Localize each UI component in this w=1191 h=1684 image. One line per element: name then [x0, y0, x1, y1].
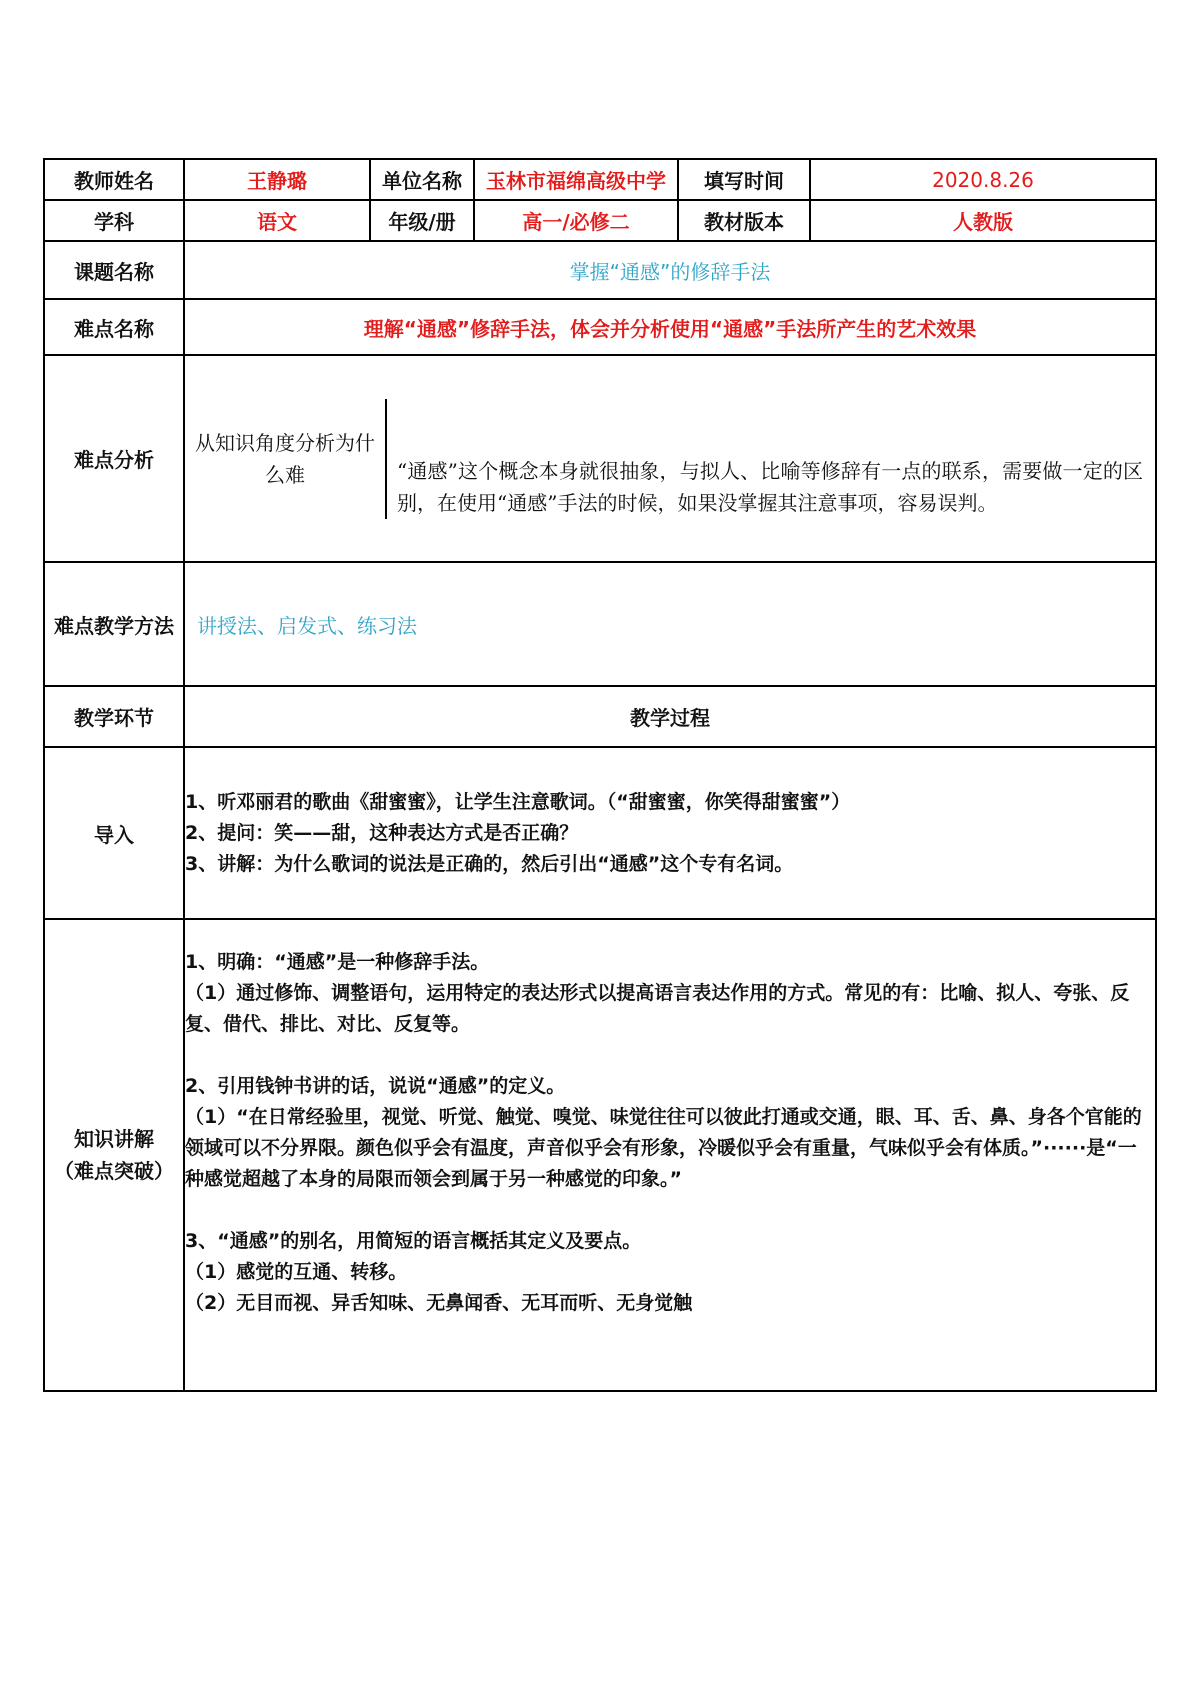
edition-label: 教材版本 — [678, 200, 810, 241]
analysis-row — [44, 355, 1156, 562]
intro-line-2: 2、提问：笑——甜，这种表达方式是否正确？ — [185, 821, 579, 844]
topic-value: 掌握“通感”的修辞手法 — [184, 241, 1156, 299]
knowledge-p3-item-2: （2）无目而视、异舌知味、无鼻闻香、无耳而听、无身觉触 — [185, 1292, 693, 1314]
knowledge-p3-item-1: （1）感觉的互通、转移。 — [185, 1261, 408, 1283]
spacer — [185, 1195, 1155, 1226]
knowledge-label-line-1: 知识讲解 — [74, 1127, 154, 1151]
intro-line-3: 3、讲解：为什么歌词的说法是正确的，然后引出“通感”这个专有名词。 — [185, 852, 794, 875]
teacher-name: 王静璐 — [184, 159, 370, 200]
analysis-sub-label: 从知识角度分析为什么难 — [185, 399, 387, 519]
process-label: 教学过程 — [184, 686, 1156, 747]
topic-row — [44, 241, 1156, 299]
method-value: 讲授法、启发式、练习法 — [184, 562, 1156, 686]
info-row-2 — [44, 200, 1156, 241]
knowledge-p2-title: 2、引用钱钟书讲的话，说说“通感”的定义。 — [185, 1075, 566, 1097]
subject-label: 学科 — [44, 200, 184, 241]
method-label: 难点教学方法 — [44, 562, 184, 686]
analysis-text: “通感”这个概念本身就很抽象，与拟人、比喻等修辞有一点的联系，需要做一定的区别，在使用“通感”手法的时候，如果没掌握其注意事项，容易误判。 — [397, 458, 1143, 515]
difficulty-value: 理解“通感”修辞手法，体会并分析使用“通感”手法所产生的艺术效果 — [184, 299, 1156, 355]
analysis-inner — [185, 399, 1155, 519]
teacher-label: 教师姓名 — [44, 159, 184, 200]
topic-label: 课题名称 — [44, 241, 184, 299]
grade-label: 年级/册 — [370, 200, 474, 241]
knowledge-p1-title: 1、明确：“通感”是一种修辞手法。 — [185, 951, 490, 973]
intro-label: 导入 — [44, 747, 184, 919]
knowledge-p1-body: （1）通过修饰、调整语句，运用特定的表达形式以提高语言表达作用的方式。常见的有：比喻、拟人、夸张、反复、借代、排比、对比、反复等。 — [185, 982, 1130, 1035]
spacer — [185, 1040, 1155, 1071]
knowledge-label — [44, 919, 184, 1391]
edition-value: 人教版 — [810, 200, 1156, 241]
date-label: 填写时间 — [678, 159, 810, 200]
lesson-plan-table — [43, 158, 1157, 1392]
knowledge-content — [184, 919, 1156, 1391]
stage-label: 教学环节 — [44, 686, 184, 747]
method-row — [44, 562, 1156, 686]
knowledge-p2-body: （1）“在日常经验里，视觉、听觉、触觉、嗅觉、味觉往往可以彼此打通或交通，眼、耳、舌、鼻、身各个官能的领域可以不分界限。颜色似乎会有温度，声音似乎会有形象，冷暖似乎会有重量，气味似乎会有体质。”······是“一种感觉超越了本身的局限而领会到属于另一种感觉的印象。” — [185, 1106, 1142, 1190]
subject-value: 语文 — [184, 200, 370, 241]
unit-label: 单位名称 — [370, 159, 474, 200]
knowledge-p3-title: 3、“通感”的别名，用简短的语言概括其定义及要点。 — [185, 1230, 642, 1252]
grade-value: 高一/必修二 — [474, 200, 678, 241]
difficulty-label: 难点名称 — [44, 299, 184, 355]
knowledge-label-line-2: （难点突破） — [54, 1159, 174, 1183]
intro-content — [184, 747, 1156, 919]
difficulty-row — [44, 299, 1156, 355]
knowledge-row — [44, 919, 1156, 1391]
process-header-row — [44, 686, 1156, 747]
unit-name: 玉林市福绵高级中学 — [474, 159, 678, 200]
intro-row — [44, 747, 1156, 919]
date-value: 2020.8.26 — [810, 159, 1156, 200]
info-row-1 — [44, 159, 1156, 200]
intro-line-1: 1、听邓丽君的歌曲《甜蜜蜜》，让学生注意歌词。（“甜蜜蜜，你笑得甜蜜蜜”） — [185, 790, 851, 813]
analysis-cell — [184, 355, 1156, 562]
analysis-label: 难点分析 — [44, 355, 184, 562]
